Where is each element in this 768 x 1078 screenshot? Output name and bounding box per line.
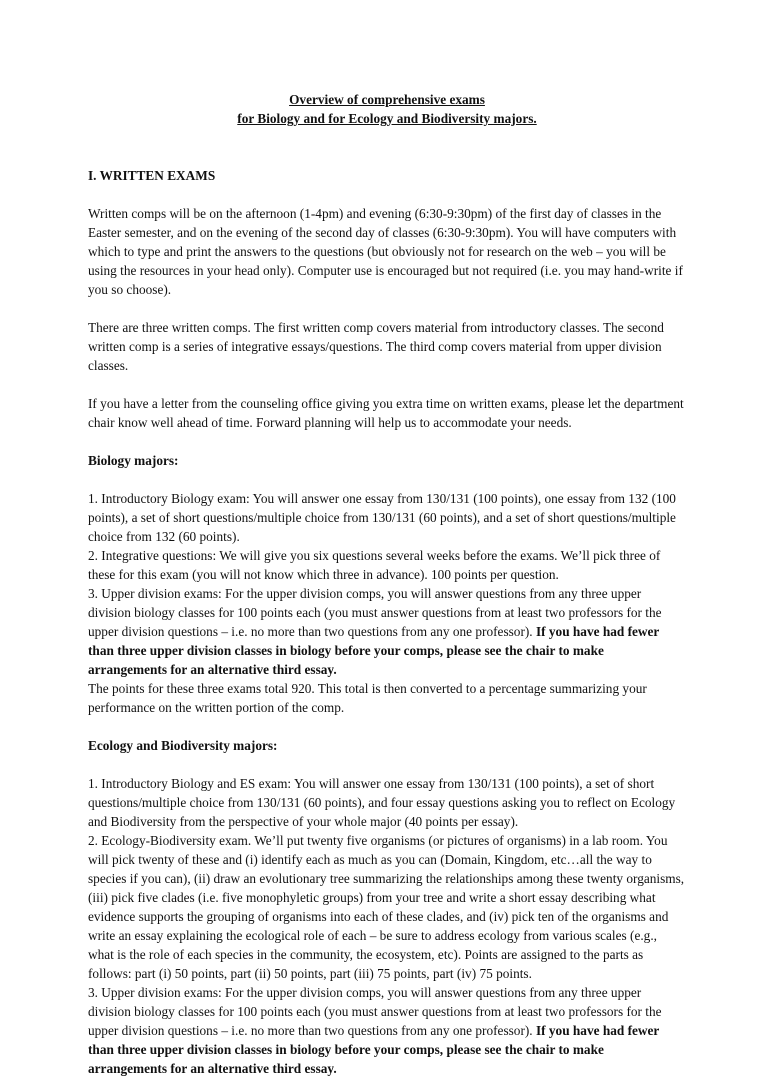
biology-item-3-bold-note: If you have had fewer than three upper division classes in biology before your comps, please see the chair to make arrangements for an alternative third essay. — [88, 624, 660, 677]
biology-item-3 — [88, 584, 686, 679]
document-title-line-2: for Biology and for Ecology and Biodiversity majors. — [237, 111, 537, 126]
biology-item-1: 1. Introductory Biology exam: You will answer one essay from 130/131 (100 points), one essay from 132 (100 points), a set of short questions/multiple choice from 130/131 (60 points), and a set of short questions/multiple choice from 132 (60 points). — [88, 491, 676, 544]
biology-points-total: The points for these three exams total 920. This total is then converted to a percentage summarizing your performance on the written portion of the comp. — [88, 681, 647, 715]
biology-item-2: 2. Integrative questions: We will give you six questions several weeks before the exams. We’ll pick three of these for this exam (you will not know which three in advance). 100 points per question. — [88, 548, 661, 582]
ecology-item-3-bold-note: If you have had fewer than three upper division classes in biology before your comps, please see the chair to make arrangements for an alternative third essay. — [88, 1023, 660, 1076]
heading-biology-majors: Biology majors: — [88, 453, 179, 468]
document-title-line-1: Overview of comprehensive exams — [289, 92, 485, 107]
document-page — [88, 90, 686, 1078]
paragraph-extra-time: If you have a letter from the counseling office giving you extra time on written exams, please let the department chair know well ahead of time. Forward planning will help us to accommodate your needs. — [88, 396, 684, 430]
heading-ecology-majors: Ecology and Biodiversity majors: — [88, 738, 278, 753]
ecology-item-3 — [88, 983, 686, 1078]
biology-item-3-text: 3. Upper division exams: For the upper division comps, you will answer questions from any three upper division biology classes for 100 points each (you must answer questions from at least two professors for the upper division questions – i.e. no more than two questions from any one professor). — [88, 586, 662, 639]
paragraph-schedule: Written comps will be on the afternoon (1-4pm) and evening (6:30-9:30pm) of the first day of classes in the Easter semester, and on the evening of the second day of classes (6:30-9:30pm). You will have computers with which to type and print the answers to the questions (but obviously not for research on the web – you will be using the resources in your head only). Computer use is encouraged but not required (i.e. you may hand-write if you so choose). — [88, 206, 683, 297]
section-heading-written-exams: I. WRITTEN EXAMS — [88, 168, 216, 183]
paragraph-three-comps: There are three written comps. The first written comp covers material from introductory classes. The second written comp is a series of integrative essays/questions. The third comp covers material from upper division classes. — [88, 320, 664, 373]
ecology-item-2: 2. Ecology-Biodiversity exam. We’ll put twenty five organisms (or pictures of organisms) in a lab room. You will pick twenty of these and (i) identify each as much as you can (Domain, Kingdom, etc…all the way to species if you can), (ii) draw an evolutionary tree summarizing the relationships among these twenty organisms, (iii) pick five clades (i.e. five monophyletic groups) from your tree and write a short essay describing what evidence supports the grouping of organisms into each of these clades, and (iv) pick ten of the organisms and write an essay explaining the ecological role of each – be sure to address ecology from various scales (e.g., what is the role of each species in the community, the ecosystem, etc). Points are assigned to the parts as follows: part (i) 50 points, part (ii) 50 points, part (iii) 75 points, part (iv) 75 points. — [88, 833, 685, 981]
ecology-item-1: 1. Introductory Biology and ES exam: You will answer one essay from 130/131 (100 points), a set of short questions/multiple choice from 130/131 (60 points), and four essay questions asking you to reflect on Ecology and Biodiversity from the perspective of your whole major (40 points per essay). — [88, 776, 676, 829]
ecology-item-3-text: 3. Upper division exams: For the upper division comps, you will answer questions from any three upper division biology classes for 100 points each (you must answer questions from at least two professors for the upper division questions – i.e. no more than two questions from any one professor). — [88, 985, 662, 1038]
